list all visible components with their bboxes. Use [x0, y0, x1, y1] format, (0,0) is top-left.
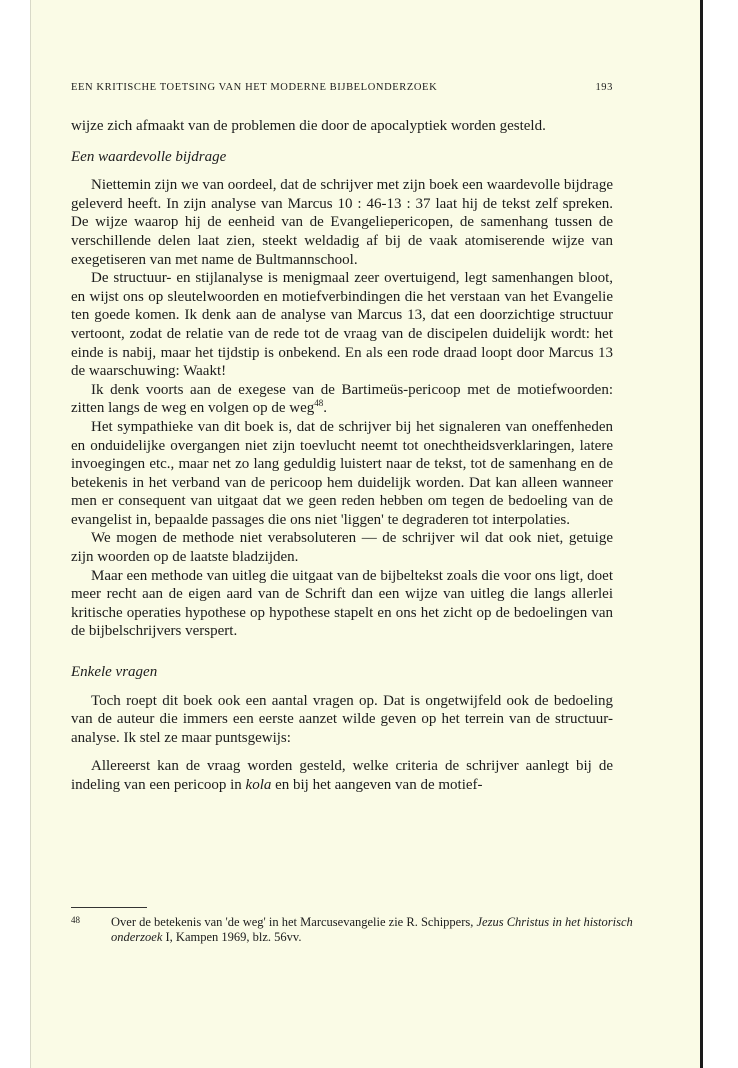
page-edge-shadow	[700, 0, 703, 1068]
paragraph	[71, 757, 613, 794]
footnote-number: 48	[71, 915, 80, 925]
paragraph: Maar een methode van uitleg die uitgaat van de bijbeltekst zoals die voor ons ligt, doet meer recht aan de eigen aard van de Schrift dan een wijze van uitleg die langs allerlei kritische operaties hypothese op hypothese stapelt en ons het zicht op de bedoelingen van de bijbelschrijvers verspert.	[71, 567, 613, 640]
paragraph: Niettemin zijn we van oordeel, dat de schrijver met zijn boek een waardevolle bijdrage geleverd heeft. In zijn analyse van Marcus 10 : 46-13 : 37 laat hij de tekst zelf spreken. De wijze waarop hij de eenheid van de Evangeliepericopen, de samenhang tussen de verschillende delen laat zien, steekt weldadig af bij de vaak atomiserende wijze van exegetiseren van met name de Bultmannschool.	[71, 177, 613, 268]
page-number: 193	[595, 82, 613, 93]
paragraph-continuation: wijze zich afmaakt van de problemen die door de apocalyptiek worden gesteld.	[71, 118, 546, 134]
footnote-divider	[71, 907, 147, 908]
paragraph: Het sympathieke van dit boek is, dat de schrijver bij het signaleren van oneffenheden en onduidelijke overgangen niet zijn toevlucht neemt tot onechtheidsverklaringen, latere invoegingen etc., maar net zo lang geduldig luistert naar de tekst, tot de samenhang en de betekenis in het verband van de pericoop hem duidelijk worden. Dat kan alleen wanneer men er consequent van uitgaat dat we geen reden hebben om tegen de bedoeling van de evangelist in, bepaalde passages die ons niet 'liggen' te degraderen tot interpolaties.	[71, 418, 613, 528]
paragraph: Toch roept dit boek ook een aantal vragen op. Dat is ongetwijfeld ook de bedoeling van de auteur die immers een eerste aanzet wilde geven op het terrein van de structuur-analyse. Ik stel ze maar puntsgewijs:	[71, 692, 613, 746]
section-heading-waardevolle-bijdrage: Een waardevolle bijdrage	[71, 148, 227, 165]
running-title: EEN KRITISCHE TOETSING VAN HET MODERNE BIJBELONDERZOEK	[71, 82, 438, 93]
footnote-text: Over de betekenis van 'de weg' in het Marcusevangelie zie R. Schippers,	[111, 915, 477, 929]
paragraph-text-continued: en bij het aangeven van de motief-	[271, 777, 483, 793]
footnote-reference[interactable]: 48	[314, 398, 324, 409]
paragraph	[71, 381, 613, 418]
paragraph-text: Ik denk voorts aan de exegese van de Bartimeüs-pericoop met de motiefwoorden: zitten langs de weg en volgen op de weg	[71, 381, 613, 417]
section-heading-enkele-vragen: Enkele vragen	[71, 664, 158, 681]
paragraph-text: Allereerst kan de vraag worden gesteld, welke criteria de schrijver aanlegt bij de indeling van een pericoop in	[71, 758, 613, 793]
paragraph: We mogen de methode niet verabsoluteren — de schrijver wil dat ook niet, getuige zijn woorden op de laatste bladzijden.	[71, 530, 613, 566]
running-header	[71, 82, 613, 93]
paragraph: De structuur- en stijlanalyse is menigmaal zeer overtuigend, legt samenhangen bloot, en wijst ons op sleutelwoorden en motiefverbindingen die het verstaan van het Evangelie ten goede komen. Ik denk aan de analyse van Marcus 13, dat een doorzichtige structuur vertoont, zodat de relatie van de rede tot de vraag van de discipelen duidelijk wordt: het einde is nabij, maar het tijdstip is onbekend. En als een rode draad loopt door Marcus 13 de waarschuwing: Waakt!	[71, 270, 613, 380]
paragraph-end: .	[323, 400, 328, 417]
footnote-text-end: I, Kampen 1969, blz. 56vv.	[162, 930, 302, 944]
italic-term: kola	[245, 777, 272, 793]
document-page	[30, 0, 701, 1068]
body-text	[71, 117, 613, 795]
footnote-book-title: Jezus Christus in het historisch onderzoek	[111, 915, 633, 944]
footnote	[71, 913, 653, 945]
